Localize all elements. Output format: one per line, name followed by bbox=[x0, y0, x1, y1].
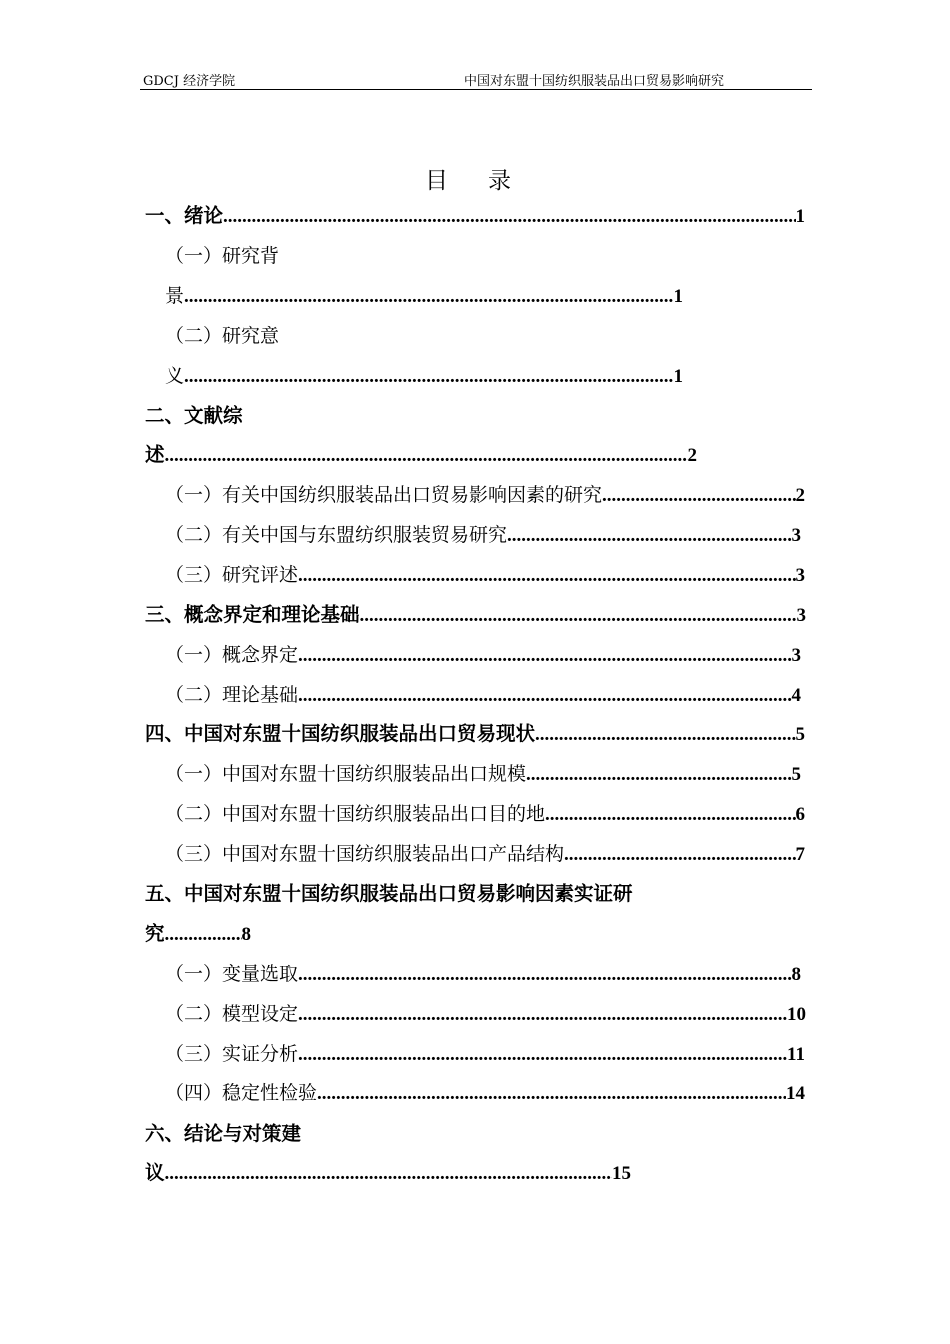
toc-page-number: 5 bbox=[795, 724, 805, 745]
header-left: GDCJ 经济学院 bbox=[143, 74, 236, 89]
toc-page-number: 1 bbox=[795, 206, 805, 227]
toc-entry-1[interactable] bbox=[145, 204, 805, 229]
toc-entry-text: （三）实证分析 bbox=[165, 1043, 299, 1065]
toc-entry-4-3[interactable] bbox=[165, 842, 805, 867]
toc-entry-1-1-line1[interactable]: （一）研究背 bbox=[165, 245, 280, 267]
toc-leader bbox=[184, 365, 673, 389]
toc-entry-5-2[interactable] bbox=[165, 1002, 806, 1027]
toc-entry-text: 四、中国对东盟十国纺织服装品出口贸易现状 bbox=[145, 722, 536, 745]
toc-entry-text: （四）稳定性检验 bbox=[165, 1082, 318, 1104]
toc-leader bbox=[298, 644, 791, 668]
toc-entry-3-2[interactable] bbox=[165, 683, 801, 708]
toc-leader bbox=[507, 524, 791, 548]
toc-leader bbox=[564, 843, 795, 867]
toc-entry-2-2[interactable] bbox=[165, 523, 801, 548]
toc-title: 目录 bbox=[425, 168, 551, 194]
toc-page-number: 14 bbox=[786, 1083, 805, 1104]
toc-leader bbox=[184, 285, 673, 309]
toc-entry-text: （二）有关中国与东盟纺织服装贸易研究 bbox=[165, 524, 508, 546]
toc-entry-1-2-line1[interactable]: （二）研究意 bbox=[165, 325, 280, 347]
toc-entry-4-1[interactable] bbox=[165, 762, 801, 787]
toc-page-number: 1 bbox=[673, 286, 683, 307]
toc-entry-text: （三）研究评述 bbox=[165, 564, 299, 586]
toc-page-number: 11 bbox=[787, 1044, 805, 1065]
toc-entry-2-line2[interactable] bbox=[145, 443, 697, 468]
toc-page-number: 2 bbox=[687, 445, 697, 466]
toc-page-number: 8 bbox=[791, 964, 801, 985]
toc-entry-text: 景 bbox=[165, 285, 185, 307]
toc-entry-text: （二）中国对东盟十国纺织服装品出口目的地 bbox=[165, 803, 546, 825]
toc-entry-text: 究 bbox=[145, 922, 165, 945]
toc-leader bbox=[298, 564, 795, 588]
toc-page-number: 10 bbox=[787, 1004, 806, 1025]
toc-entry-text: （三）中国对东盟十国纺织服装品出口产品结构 bbox=[165, 843, 565, 865]
toc-leader bbox=[317, 1082, 786, 1106]
toc-page-number: 3 bbox=[791, 525, 801, 546]
toc-leader bbox=[545, 803, 795, 827]
toc-entry-text: （二）理论基础 bbox=[165, 684, 299, 706]
page-header bbox=[140, 67, 812, 90]
toc-entry-text: 述 bbox=[145, 443, 165, 466]
toc-leader bbox=[298, 684, 791, 708]
toc-leader bbox=[298, 1003, 787, 1027]
toc-entry-1-1-line2[interactable] bbox=[165, 284, 683, 309]
toc-entry-1-2-line2[interactable] bbox=[165, 364, 683, 389]
toc-page-number: 15 bbox=[612, 1163, 631, 1184]
toc-entry-text: （一）中国对东盟十国纺织服装品出口规模 bbox=[165, 763, 527, 785]
toc-entry-5-1[interactable] bbox=[165, 962, 801, 987]
toc-entry-text: （一）概念界定 bbox=[165, 644, 299, 666]
toc-leader bbox=[298, 963, 791, 987]
toc-entry-5-line1[interactable]: 五、中国对东盟十国纺织服装品出口贸易影响因素实证研 bbox=[145, 882, 633, 905]
toc-leader bbox=[360, 604, 797, 628]
header-right: 中国对东盟十国纺织服装品出口贸易影响研究 bbox=[464, 74, 725, 89]
toc-page-number: 3 bbox=[796, 605, 806, 626]
toc-entry-5-4[interactable] bbox=[165, 1081, 805, 1106]
toc-entry-3-1[interactable] bbox=[165, 643, 801, 668]
toc-entry-2-1[interactable] bbox=[165, 483, 805, 508]
toc-page-number: 8 bbox=[241, 924, 251, 945]
toc-entry-text: （一）有关中国纺织服装品出口贸易影响因素的研究 bbox=[165, 484, 603, 506]
toc-entry-5-line2[interactable] bbox=[145, 922, 251, 947]
toc-entry-3[interactable] bbox=[145, 603, 806, 628]
toc-entry-text: 三、概念界定和理论基础 bbox=[145, 603, 360, 626]
toc-page-number: 4 bbox=[791, 685, 801, 706]
toc-entry-4-2[interactable] bbox=[165, 802, 805, 827]
toc-leader bbox=[526, 763, 791, 787]
toc-leader bbox=[165, 923, 242, 947]
toc-page-number: 3 bbox=[795, 565, 805, 586]
toc-entry-6-line1[interactable]: 六、结论与对策建 bbox=[145, 1122, 302, 1145]
toc-entry-text: 议 bbox=[145, 1161, 165, 1184]
toc-leader bbox=[165, 444, 688, 468]
toc-leader bbox=[535, 723, 795, 747]
toc-leader bbox=[298, 1043, 787, 1067]
toc-entry-5-3[interactable] bbox=[165, 1042, 805, 1067]
toc-page-number: 5 bbox=[791, 764, 801, 785]
toc-entry-text: 一、绪论 bbox=[145, 204, 224, 227]
toc-entry-text: （二）模型设定 bbox=[165, 1003, 299, 1025]
toc-page-number: 3 bbox=[791, 645, 801, 666]
toc-page-number: 1 bbox=[673, 366, 683, 387]
toc-leader bbox=[602, 484, 795, 508]
toc-entry-2-line1[interactable]: 二、文献综 bbox=[145, 404, 243, 427]
toc-page-number: 2 bbox=[795, 485, 805, 506]
toc-leader bbox=[223, 205, 795, 229]
toc-leader bbox=[165, 1162, 612, 1186]
toc-page-number: 7 bbox=[795, 844, 805, 865]
toc-page-number: 6 bbox=[795, 804, 805, 825]
toc-entry-text: （一）变量选取 bbox=[165, 963, 299, 985]
toc-entry-2-3[interactable] bbox=[165, 563, 805, 588]
toc-entry-6-line2[interactable] bbox=[145, 1161, 631, 1186]
toc-entry-text: 义 bbox=[165, 365, 185, 387]
toc-entry-4[interactable] bbox=[145, 722, 805, 747]
